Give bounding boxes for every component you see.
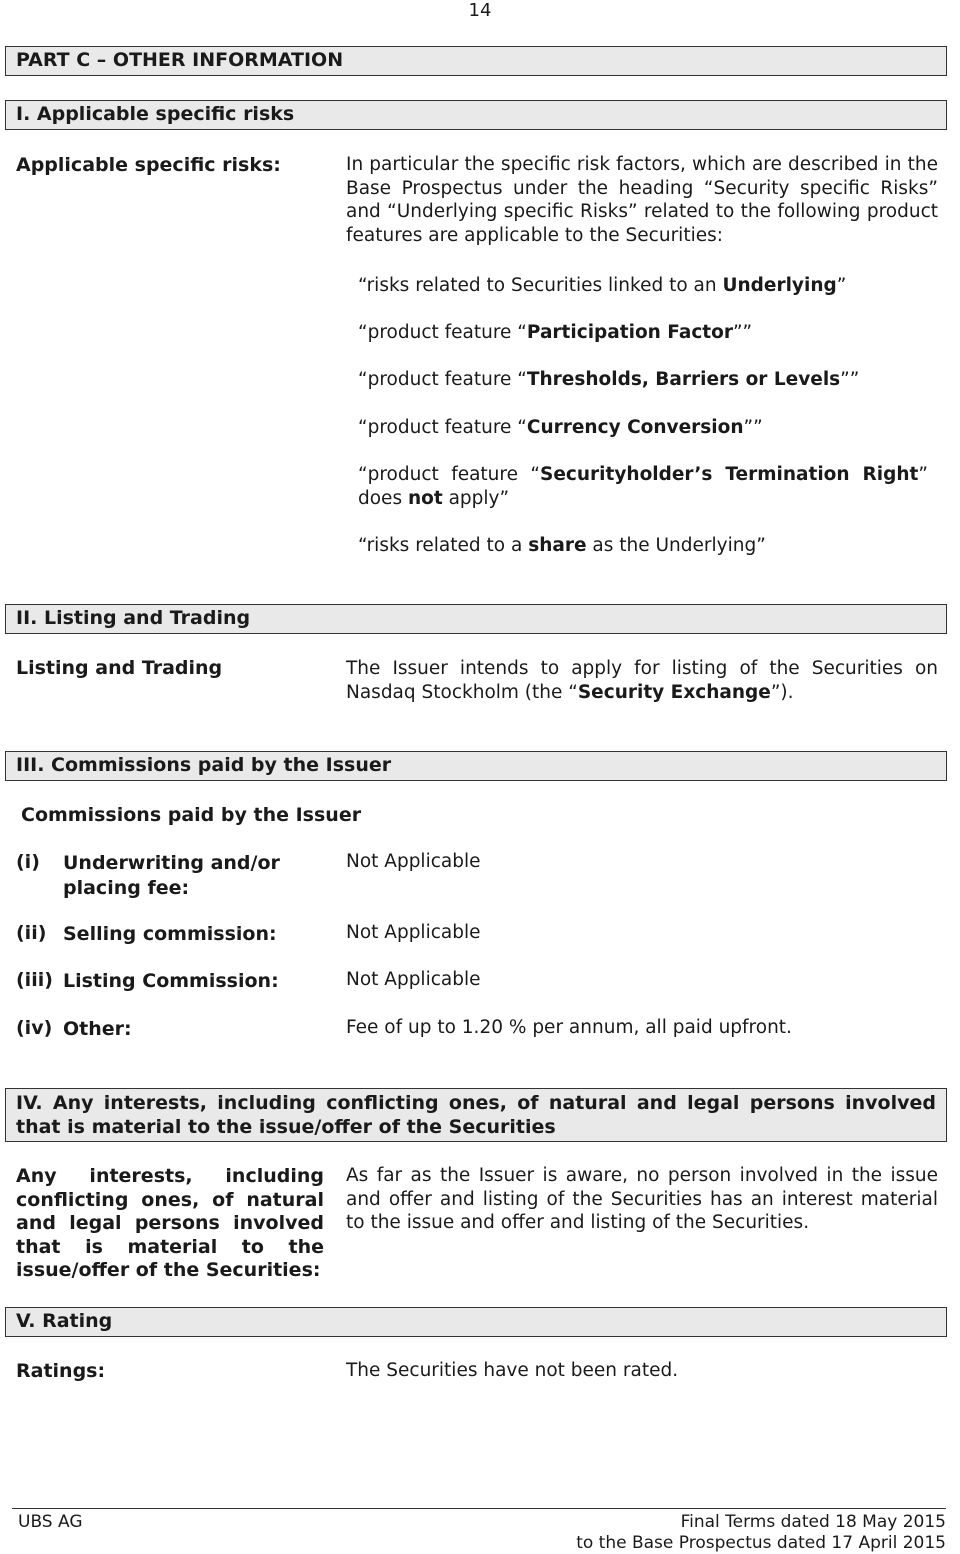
risk-bullet-bold: share: [528, 535, 587, 556]
section4-text: As far as the Issuer is aware, no person involved in the issue and offer and listing of the Securities has an interest material to the issue and offer and listing of the Securities.: [346, 1165, 938, 1233]
commission-label: Listing Commission:: [63, 970, 279, 992]
section3-heading: [5, 751, 947, 781]
risk-bullet-bold2: not: [407, 487, 443, 509]
risk-bullet-post: as the Underlying”: [586, 535, 766, 556]
risk-bullet: [358, 416, 938, 440]
risk-bullet-pre: “product feature “: [358, 322, 527, 343]
risk-bullet-pre: “risks related to Securities linked to an: [358, 275, 723, 296]
footer-divider: [12, 1508, 946, 1509]
commission-value: Not Applicable: [346, 969, 481, 990]
section5-heading: [5, 1307, 947, 1337]
commission-label: Other:: [63, 1018, 132, 1040]
section3-heading-text: III. Commissions paid by the Issuer: [16, 754, 392, 776]
risk-bullet-bold: Thresholds, Barriers or Levels: [526, 369, 841, 390]
section2-heading-text: II. Listing and Trading: [16, 607, 251, 629]
commission-label: Underwriting and/or placing fee:: [63, 852, 280, 899]
commission-label: Selling commission:: [63, 923, 277, 945]
footer-issuer: UBS AG: [18, 1512, 83, 1532]
section4-heading-text: IV. Any interests, including conflicting ones, of natural and legal persons involved that is material to the issue/offer of the Securities: [16, 1092, 936, 1138]
risk-bullet-post: ””: [840, 369, 860, 390]
risk-bullet-mid: ” does: [358, 464, 928, 509]
security-exchange-term: Security Exchange: [577, 681, 771, 703]
commission-value: Not Applicable: [346, 922, 481, 943]
section1-label: Applicable specific risks:: [16, 154, 281, 176]
section1-heading-text: I. Applicable specific risks: [16, 103, 295, 125]
risk-bullet-pre: “product feature “: [358, 369, 527, 390]
part-title: [5, 46, 947, 76]
part-title-text: PART C – OTHER INFORMATION: [16, 49, 344, 71]
risk-bullet-bold: Participation Factor: [526, 322, 733, 343]
section2-text-pre: The Issuer intends to apply for listing of the Securities on Nasdaq Stockholm (the “: [346, 658, 938, 703]
footer-base-prospectus: to the Base Prospectus dated 17 April 2015: [576, 1533, 946, 1553]
risk-bullet: [358, 463, 928, 510]
commission-number: (iv): [16, 1017, 53, 1039]
section3-subheading: Commissions paid by the Issuer: [21, 804, 362, 826]
risk-bullet: [358, 368, 938, 392]
risk-bullet-post: ””: [743, 417, 763, 438]
footer-dates: [576, 1512, 946, 1554]
risk-bullet-pre: “product feature “: [358, 464, 541, 485]
commission-number: (iii): [16, 969, 53, 991]
section1-heading: [5, 100, 947, 130]
section5-label: Ratings:: [16, 1360, 106, 1382]
section5-text: The Securities have not been rated.: [346, 1360, 679, 1381]
risk-bullet-post: ”: [836, 275, 847, 296]
page-number: 14: [468, 0, 492, 21]
commission-number: (ii): [16, 922, 47, 944]
risk-bullet-bold: Underlying: [722, 275, 837, 296]
section5-heading-text: V. Rating: [16, 1310, 113, 1332]
commission-value: Fee of up to 1.20 % per annum, all paid upfront.: [346, 1017, 792, 1038]
risk-bullet-post: apply”: [442, 487, 510, 509]
section2-label: Listing and Trading: [16, 657, 223, 679]
section1-intro: In particular the specific risk factors, which are described in the Base Prospectus under the heading “Security specific Risks” and “Underlying specific Risks” related to the following product features are applicable to the Securities:: [346, 154, 938, 246]
section2-text: [346, 657, 938, 704]
section2-heading: [5, 604, 947, 634]
risk-bullet: [358, 534, 938, 558]
section2-text-post: ”).: [770, 681, 794, 703]
risk-bullet: [358, 321, 938, 345]
commission-value: Not Applicable: [346, 851, 481, 872]
risk-bullet-pre: “risks related to a: [358, 535, 529, 556]
risk-bullet-bold: Currency Conversion: [526, 417, 744, 438]
risk-bullet: [358, 274, 938, 298]
section4-heading: [5, 1088, 947, 1142]
commission-number: (i): [16, 851, 40, 873]
section4-label: Any interests, including conflicting ones, of natural and legal persons involved that is material to the issue/offer of the Securities:: [16, 1165, 324, 1281]
footer-final-terms: Final Terms dated 18 May 2015: [680, 1512, 946, 1532]
risk-bullet-post: ””: [732, 322, 753, 343]
risk-bullet-bold: Securityholder’s Termination Right: [540, 464, 919, 485]
risk-bullet-pre: “product feature “: [358, 417, 527, 438]
